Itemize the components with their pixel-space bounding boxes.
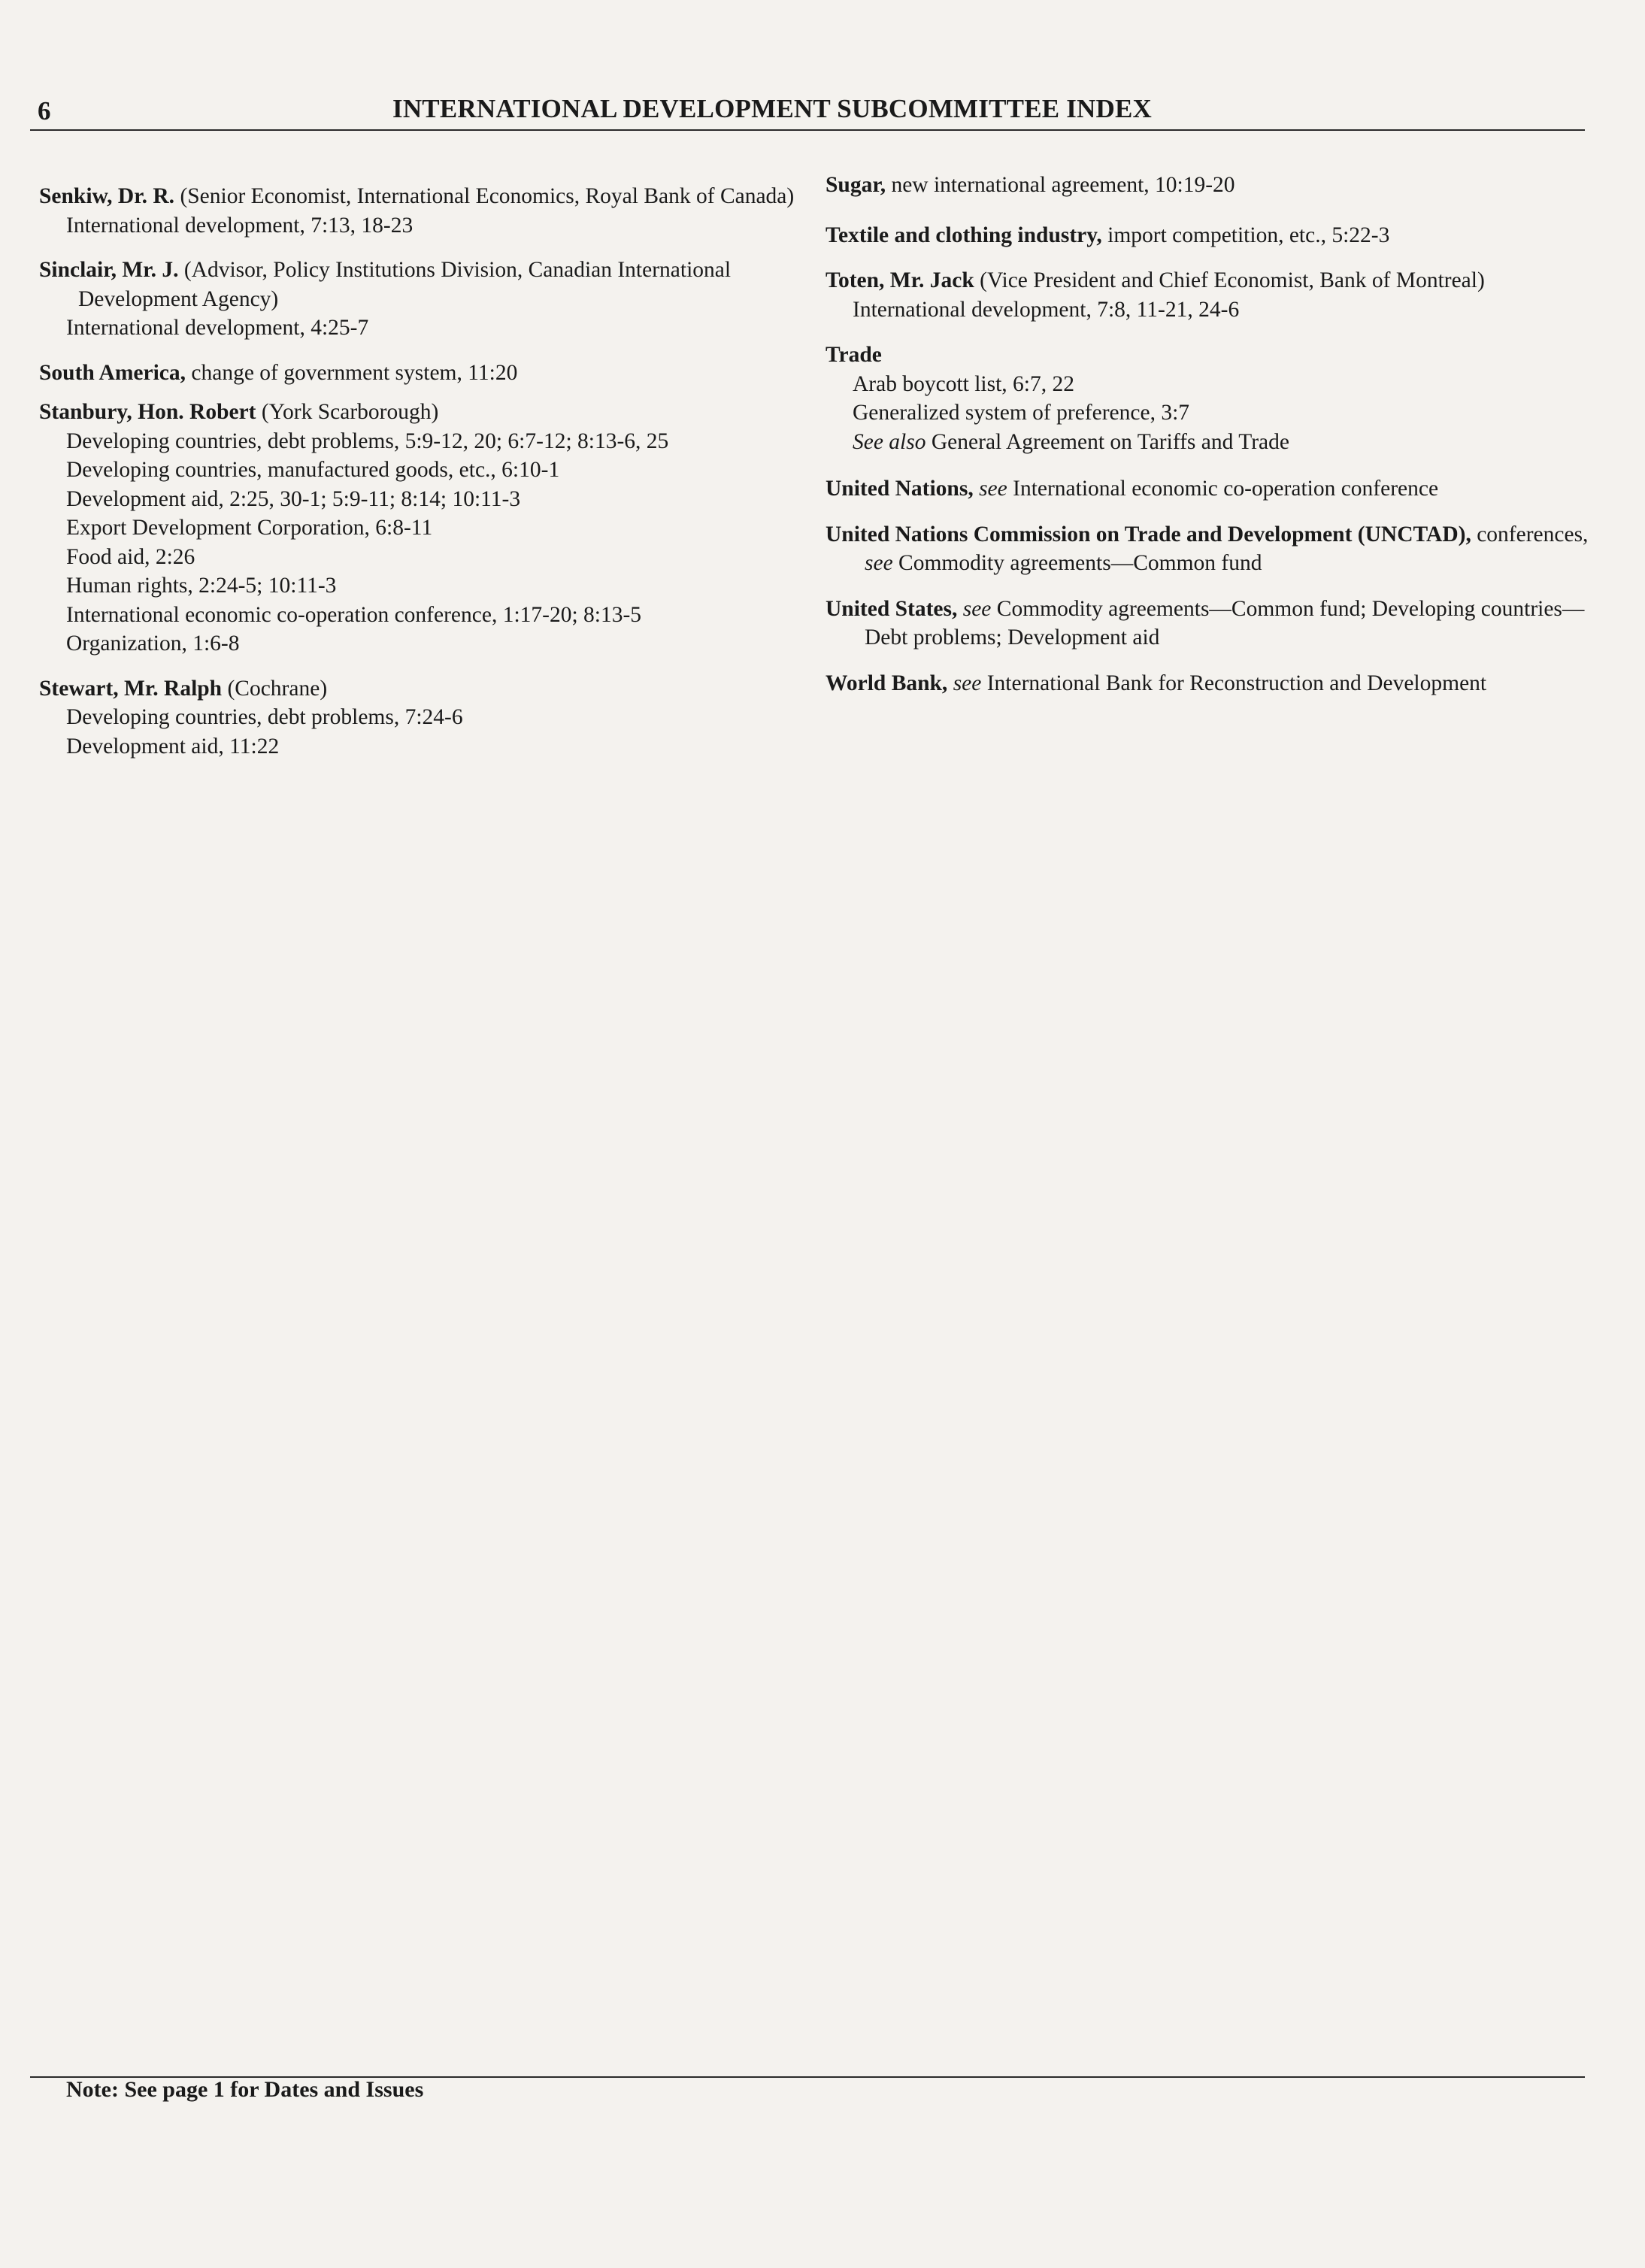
see-reference-target: Commodity agreements—Common fund xyxy=(892,551,1262,575)
see-also-target: General Agreement on Tariffs and Trade xyxy=(926,429,1289,454)
subentry: Developing countries, manufactured goods, etc., 6:10-1 xyxy=(66,458,560,482)
page-title: INTERNATIONAL DEVELOPMENT SUBCOMMITTEE INDEX xyxy=(392,94,1153,123)
index-entry xyxy=(826,266,1607,324)
entry-heading-line xyxy=(826,266,1607,295)
subentry: Development aid, 2:25, 30-1; 5:9-11; 8:14; 10:11-3 xyxy=(66,486,521,511)
entry-heading-line xyxy=(826,520,1607,578)
entry-heading: Sinclair, Mr. J. xyxy=(39,258,179,282)
index-entry xyxy=(826,341,1607,456)
index-entry xyxy=(39,359,798,388)
entry-heading-line xyxy=(39,256,798,313)
entry-heading: United Nations Commission on Trade and Development xyxy=(826,522,1353,547)
subentry: International development, 7:8, 11-21, 24-6 xyxy=(853,297,1240,322)
index-entry xyxy=(826,474,1607,504)
entry-heading: United Nations, xyxy=(826,477,974,501)
subentry: International development, 4:25-7 xyxy=(66,316,369,340)
entry-description: (Advisor, Policy Institutions Division, Canadian International Development Agency) xyxy=(78,258,732,311)
entry-heading-line xyxy=(826,221,1607,250)
subentry: International development, 7:13, 18-23 xyxy=(66,213,414,238)
entry-heading-acronym: (UNCTAD), xyxy=(1352,522,1471,547)
subentry: International economic co-operation conference, 1:17-20; 8:13-5 xyxy=(66,602,642,627)
see-also-subentry xyxy=(826,428,1607,457)
entry-heading-line xyxy=(39,398,798,427)
entry-heading: World Bank, xyxy=(826,671,948,695)
entry-heading-line xyxy=(826,595,1607,653)
entry-heading: Sugar, xyxy=(826,173,886,197)
header-rule xyxy=(30,129,1585,131)
index-entry xyxy=(826,520,1607,578)
see-reference-target: International economic co-operation conference xyxy=(1007,477,1439,501)
subentry: Arab boycott list, 6:7, 22 xyxy=(853,371,1074,396)
footer-note: Note: See page 1 for Dates and Issues xyxy=(66,2077,424,2102)
see-reference-target: International Bank for Reconstruction and Development xyxy=(981,671,1487,695)
see-reference-label: see xyxy=(957,596,992,621)
subentry: Generalized system of preference, 3:7 xyxy=(853,401,1190,425)
index-entry xyxy=(39,182,798,240)
index-column-right xyxy=(826,171,1607,713)
entry-description: new international agreement, 10:19-20 xyxy=(886,173,1235,197)
subentry: Development aid, 11:22 xyxy=(66,734,280,759)
entry-heading: South America, xyxy=(39,360,186,385)
entry-heading: Stanbury, Hon. Robert xyxy=(39,400,256,424)
index-entry xyxy=(39,256,798,343)
subentry: Developing countries, debt problems, 5:9-12, 20; 6:7-12; 8:13-6, 25 xyxy=(66,428,669,453)
subentry: Organization, 1:6-8 xyxy=(66,631,240,656)
see-reference-target: Commodity agreements—Common fund; Developing countries—Debt problems; Development aid xyxy=(865,596,1585,650)
entry-heading: Stewart, Mr. Ralph xyxy=(39,676,223,701)
index-entry xyxy=(826,595,1607,653)
entry-heading-line xyxy=(826,341,1607,370)
entry-heading-line xyxy=(39,674,798,704)
entry-heading-line xyxy=(39,359,798,388)
entry-heading: United States, xyxy=(826,596,958,621)
page-number: 6 xyxy=(38,96,51,126)
index-column-left xyxy=(39,182,798,777)
entry-description: (York Scarborough) xyxy=(256,400,439,424)
entry-description: (Senior Economist, International Economics, Royal Bank of Canada) xyxy=(174,184,795,208)
entry-heading: Senkiw, Dr. R. xyxy=(39,184,175,208)
entry-heading-line xyxy=(826,474,1607,504)
entry-heading-line xyxy=(39,182,798,211)
entry-description: conferences, xyxy=(1471,522,1589,547)
entry-heading: Textile and clothing industry, xyxy=(826,223,1102,247)
index-entry xyxy=(39,674,798,762)
subentry: Human rights, 2:24-5; 10:11-3 xyxy=(66,574,337,598)
entry-description: import competition, etc., 5:22-3 xyxy=(1101,223,1390,247)
index-entry xyxy=(39,398,798,659)
entry-heading-line xyxy=(826,171,1607,200)
entry-description: (Vice President and Chief Economist, Bank of Montreal) xyxy=(974,268,1485,292)
see-also-label: See also xyxy=(853,429,926,454)
entry-description: (Cochrane) xyxy=(222,676,328,701)
subentry: Export Development Corporation, 6:8-11 xyxy=(66,516,433,540)
entry-heading: Toten, Mr. Jack xyxy=(826,268,974,292)
entry-heading: Trade xyxy=(826,343,882,367)
entry-heading-line xyxy=(826,669,1607,698)
entry-description: change of government system, 11:20 xyxy=(186,360,518,385)
index-entry xyxy=(826,669,1607,698)
index-entry xyxy=(826,221,1607,250)
index-entry xyxy=(826,171,1607,200)
see-reference-label: see xyxy=(947,671,982,695)
see-reference-label: see xyxy=(973,477,1007,501)
subentry: Food aid, 2:26 xyxy=(66,544,195,569)
subentry: Developing countries, debt problems, 7:24-6 xyxy=(66,705,463,729)
see-reference-label: see xyxy=(865,551,893,575)
